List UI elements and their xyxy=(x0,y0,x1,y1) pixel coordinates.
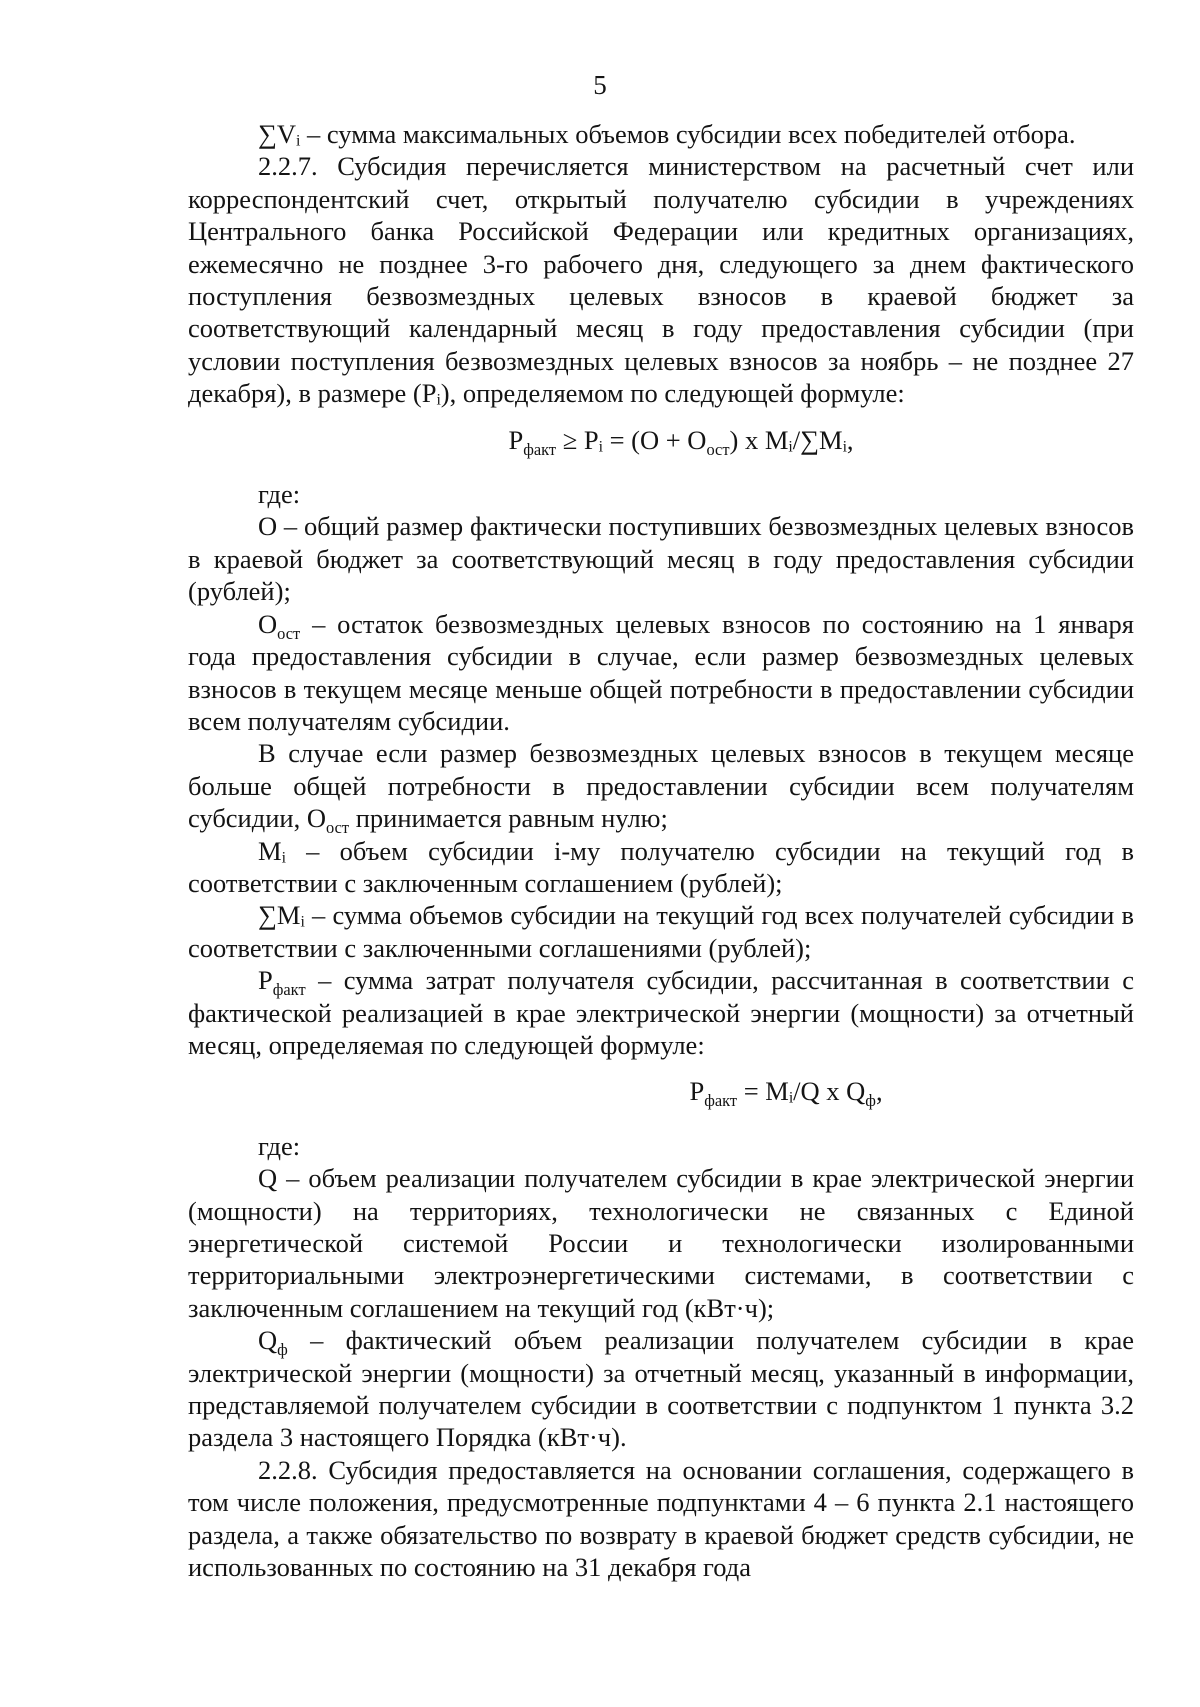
symbol-sum-vi: ∑Vᵢ xyxy=(258,119,301,149)
definition-p-fakt: $Р_{факт}$ – сумма затрат получателя субсидии, рассчитанная в соответствии с фактической реализацией в крае электрической энергии (мощности) за отчетный месяц, определяемая по следующей формуле: xyxy=(188,965,1134,1060)
formula-subsidy: $Р_{факт}$ ≥ Pᵢ = $(О + О_{ост})$ x Mᵢ/∑Mᵢ, xyxy=(508,424,854,459)
paragraph-2-2-8: 2.2.8. Субсидия предоставляется на основании соглашения, содержащего в том числе положения, предусмотренные подпунктами 4 – 6 пункта 2.1 настоящего раздела, а также обязательство по возврату в краевой бюджет средств субсидии, не использованных по состоянию на 31 декабря года xyxy=(188,1454,1134,1583)
page-number: 5 xyxy=(593,70,607,100)
paragraph-ost-zero: В случае если размер безвозмездных целевых взносов в текущем месяце больше общей потребности в предоставлении субсидии всем получателям субсидии, $О_{ост}$ принимается равным нулю; xyxy=(188,738,1134,837)
definition-o-ost: $О_{ост}$ – остаток безвозмездных целевых взносов по состоянию на 1 января года предоставления субсидии в случае, если размер безвозмездных целевых взносов в текущем месяце меньше общей потребности в предоставлении субсидии всем получателям субсидии. xyxy=(188,608,1134,736)
document-body xyxy=(188,118,1134,1583)
definition-m-i: Mᵢ – объем субсидии i-му получателю субсидии на текущий год в соответствии с заключенным соглашением (рублей); xyxy=(188,835,1134,898)
definition-q: Q – объем реализации получателем субсидии в крае электрической энергии (мощности) на территориях, технологически не связанных с Единой энергетической системой России и технологически изолированными территориальными электроэнергетическими системами, в соответствии с заключенным соглашением на текущий год (кВт·ч); xyxy=(188,1163,1134,1323)
where-label-2: где: xyxy=(258,1130,301,1161)
paragraph-2-2-7: 2.2.7. Субсидия перечисляется министерством на расчетный счет или корреспондентский счет, открытый получателю субсидии в учреждениях Центрального банка Российской Федерации или кредитных организациях, ежемесячно не позднее 3-го рабочего дня, следующего за днем фактического поступления безвозмездных целевых взносов в краевой бюджет за соответствующий календарный месяц в году предоставления субсидии (при условии поступления безвозмездных целевых взносов за ноябрь – не позднее 27 декабря), в размере (Pᵢ), определяемом по следующей формуле: xyxy=(188,151,1134,409)
definition-q-f: $Q_ф$ – фактический объем реализации получателем субсидии в крае электрической энергии (мощности) за отчетный месяц, указанный в информации, представляемой получателем субсидии в соответствии с подпунктом 1 пункта 3.2 раздела 3 настоящего Порядка (кВт·ч). xyxy=(188,1325,1134,1453)
where-label: где: xyxy=(258,479,301,510)
definition-sum-m-i: ∑Mᵢ – сумма объемов субсидии на текущий год всех получателей субсидии в соответствии с заключенными соглашениями (рублей); xyxy=(188,900,1134,963)
definition-o: О – общий размер фактически поступивших безвозмездных целевых взносов в краевой бюджет за соответствующий месяц в году предоставления субсидии (рублей); xyxy=(188,511,1134,607)
symbol-p-i: (Pᵢ) xyxy=(412,378,450,409)
paragraph-sum-vi: ∑Vᵢ – сумма максимальных объемов субсидии всех победителей отбора. xyxy=(258,119,1076,149)
formula-cost: $Р_{факт}$ = Mᵢ/Q x $Q_ф$, xyxy=(689,1076,883,1111)
